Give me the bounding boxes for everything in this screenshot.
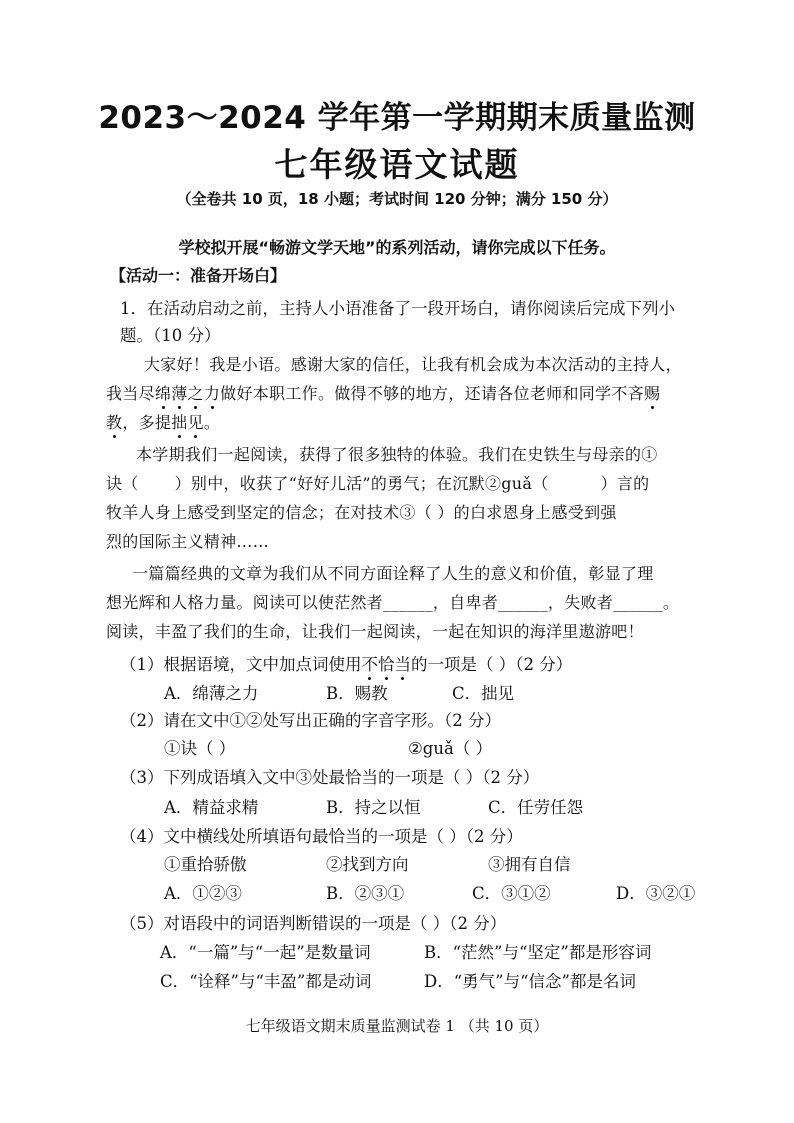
sub5-option-c: C．“诠释”与“丰盈”都是动词 [160,972,372,991]
passage-p2-line-4: 烈的国际主义精神…… [106,532,270,551]
dotted-word-2-part-2: 教 [106,413,123,432]
sub-question-3-stem: （3）下列成语填入文中③处最恰当的一项是（ ）（2 分） [120,768,540,787]
dotted-word-1: 绵薄之力 [154,384,221,403]
passage-p1-line-2 [106,381,660,407]
sub1-option-b: B．赐教 [326,684,388,703]
sub3-option-c: C．任劳任怨 [488,798,584,817]
sub-question-1-stem [120,652,572,678]
passage-text: ）言的 [600,474,650,493]
passage-text: 。 [203,413,221,432]
passage-text: ，多提 [122,413,172,432]
sub3-option-a: A．精益求精 [164,798,259,817]
sub4-option-a: A．①②③ [164,884,242,903]
section-heading-activity-1: 【活动一：准备开场白】 [110,266,287,285]
exam-subject-title: 七年级语文试题 [274,145,520,184]
passage-text: 诀（ [106,474,139,493]
passage-text: 我当尽 [106,384,155,403]
passage-text: 做好本职工作。做得不够的地方，还请各位老师和同学不吝 [220,384,644,403]
question-1-stem-line-1: 1．在活动启动之前，主持人小语准备了一段开场白，请你阅读后完成下列小 [120,299,675,318]
sub-question-2-stem: （2）请在文中①②处写出正确的字音字形。（2 分） [120,711,501,730]
exam-info: （全卷共 10 页，18 小题；考试时间 120 分钟；满分 150 分） [176,190,618,208]
sub4-phrase-1: ①重拾骄傲 [164,855,247,874]
sub4-option-d: D．③②① [616,884,696,903]
sub4-option-c: C．③①② [472,884,551,903]
sub3-option-b: B．持之以恒 [326,798,421,817]
sub-question-5-stem: （5）对语段中的词语判断错误的一项是（ ）（2 分） [120,914,507,933]
activity-intro: 学校拟开展“畅游文学天地”的系列活动，请你完成以下任务。 [178,238,616,257]
sub1-option-c: C．拙见 [452,684,515,703]
exam-title: 2023～2024 学年第一学期期末质量监测 [98,100,696,136]
sub5-option-b: B．“茫然”与“坚定”都是形容词 [424,943,652,962]
dotted-word-3: 拙见 [171,413,204,432]
sub2-blank-1: ①诀（ ） [164,739,236,758]
dotted-stem-word: 不恰当 [361,655,411,674]
passage-p1-line-3 [106,410,220,436]
passage-p1-line-1: 大家好！我是小语。感谢大家的信任，让我有机会成为本次活动的主持人， [144,355,682,374]
passage-p2-line-1: 本学期我们一起阅读，获得了很多独特的体验。我们在史铁生与母亲的① [136,445,658,464]
sub4-phrase-2: ②找到方向 [326,855,409,874]
passage-p3-line-2: 想光辉和人格力量。阅读可以使茫然者______，自卑者______，失败者______。 [106,593,680,612]
sub5-option-d: D．“勇气”与“信念”都是名词 [424,972,636,991]
sub2-blank-2: ②guǎ（ ） [408,739,493,758]
passage-p3-line-1: 一篇篇经典的文章为我们从不同方面诠释了人生的意义和价值，彰显了理 [132,564,654,583]
sub1-option-a: A．绵薄之力 [164,684,259,703]
stem-text: （1）根据语境，文中加点词使用 [120,655,362,674]
passage-p3-line-3: 阅读，丰盈了我们的生命，让我们一起阅读，一起在知识的海洋里遨游吧！ [106,622,644,641]
question-1-stem-line-2: 题。（10 分） [120,326,221,345]
page-footer: 七年级语文期末质量监测试卷 1 （共 10 页） [245,1017,549,1035]
sub-question-4-stem: （4）文中横线处所填语句最恰当的一项是（ ）（2 分） [120,827,523,846]
passage-text: ）别中，收获了“好好儿活”的勇气；在沉默②guǎ（ [174,474,549,493]
sub5-option-a: A．“一篇”与“一起”是数量词 [160,943,371,962]
dotted-word-2-part-1: 赐 [643,384,661,403]
passage-p2-line-2 [106,471,649,497]
sub4-phrase-3: ③拥有自信 [488,855,571,874]
sub4-option-b: B．②③① [326,884,405,903]
passage-p2-line-3: 牧羊人身上感受到坚定的信念；在对技术③（ ）的白求恩身上感受到强 [106,503,617,522]
stem-text: 的一项是（ ）（2 分） [411,655,573,674]
